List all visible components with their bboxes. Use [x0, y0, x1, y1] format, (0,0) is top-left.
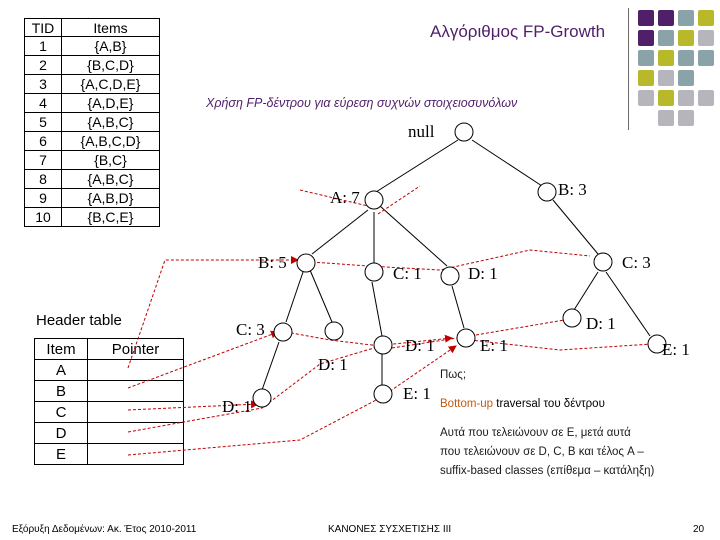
node-a7 [365, 191, 383, 209]
column-header: Pointer [88, 339, 184, 360]
column-header: TID [25, 19, 62, 37]
slide-title: Αλγόριθμος FP-Growth [430, 22, 606, 41]
items-cell: {A,B,C} [62, 170, 160, 189]
tid-cell: 6 [25, 132, 62, 151]
label-b3: B: 3 [558, 180, 587, 199]
label-e1-c: E: 1 [662, 340, 690, 359]
note-line-2: που τελειώνουν σε D, C, B και τέλος A – [440, 446, 644, 458]
edge-c3-d [262, 342, 279, 390]
footer-page-number: 20 [693, 524, 705, 535]
node-d1-b [325, 322, 343, 340]
items-cell: {A,B,D} [62, 189, 160, 208]
tid-cell: 5 [25, 113, 62, 132]
label-e1-a: E: 1 [480, 336, 508, 355]
label-root: null [408, 122, 435, 141]
node-c3 [274, 323, 292, 341]
note-bottom-up-accent: Bottom-up [440, 398, 494, 410]
edge-root-b [472, 140, 542, 186]
label-d1-a: D: 1 [468, 264, 498, 283]
note-bottom-up-rest: traversal του δέντρου [493, 398, 605, 410]
node-e1-a [457, 329, 475, 347]
items-cell: {A,B,C,D} [62, 132, 160, 151]
tid-cell: 9 [25, 189, 62, 208]
edge-d-e [452, 286, 464, 328]
note-bottom-up [440, 398, 605, 410]
note-how: Πως; [440, 369, 467, 381]
edge-a-d [380, 206, 447, 266]
label-d1-b: D: 1 [318, 355, 348, 374]
edge-a-b [312, 210, 368, 254]
label-d1-e: D: 1 [222, 397, 252, 416]
edge-b3-c3 [553, 200, 598, 254]
header-pointers [128, 250, 652, 455]
items-cell: {A,C,D,E} [62, 75, 160, 94]
items-cell: {A,B,C} [62, 113, 160, 132]
label-a7: A: 7 [330, 188, 360, 207]
item-cell: D [35, 423, 88, 444]
node-e1-b [374, 385, 392, 403]
label-d1-c: D: 1 [405, 336, 435, 355]
tid-cell: 4 [25, 94, 62, 113]
items-cell: {A,B} [62, 37, 160, 56]
edge-c-d [372, 282, 382, 336]
note-line-1: Αυτά που τελειώνουν σε E, μετά αυτά [440, 427, 631, 439]
node-c1 [365, 263, 383, 281]
edge-b-d [310, 270, 332, 322]
tid-cell: 8 [25, 170, 62, 189]
label-e1-b: E: 1 [403, 384, 431, 403]
header-to-tree-links [300, 186, 420, 214]
edge-root-a [376, 140, 458, 192]
item-cell: E [35, 444, 88, 465]
node-b5 [297, 254, 315, 272]
pointer-b [128, 332, 278, 388]
note-line-3: suffix-based classes (επίθεμα – κατάληξη) [440, 465, 655, 477]
node-d1-e [253, 389, 271, 407]
slide-subtitle: Χρήση FP-δέντρου για εύρεση συχνών στοιχειοσυνόλων [206, 96, 518, 110]
tid-cell: 7 [25, 151, 62, 170]
node-root [455, 123, 473, 141]
tid-cell: 2 [25, 56, 62, 75]
item-cell: B [35, 381, 88, 402]
items-cell: {A,D,E} [62, 94, 160, 113]
label-c1: C: 1 [393, 264, 422, 283]
tid-cell: 3 [25, 75, 62, 94]
footer-topic: ΚΑΝΟΝΕΣ ΣΥΣΧΕΤΙΣΗΣ ΙΙΙ [328, 524, 452, 535]
header-table-caption: Header table [36, 312, 122, 329]
tid-cell: 10 [25, 208, 62, 227]
node-d1-a [441, 267, 459, 285]
items-cell: {B,C,E} [62, 208, 160, 227]
column-header: Item [35, 339, 88, 360]
node-c3-right [594, 253, 612, 271]
label-b5: B: 5 [258, 253, 287, 272]
node-d1-c [374, 336, 392, 354]
tid-cell: 1 [25, 37, 62, 56]
footer-course: Εξόρυξη Δεδομένων: Ακ. Έτος 2010-2011 [12, 524, 197, 535]
node-d1-d [563, 309, 581, 327]
items-cell: {B,C,D} [62, 56, 160, 75]
label-c3: C: 3 [236, 320, 265, 339]
item-cell: A [35, 360, 88, 381]
item-cell: C [35, 402, 88, 423]
node-b3 [538, 183, 556, 201]
items-cell: {B,C} [62, 151, 160, 170]
tree-nodes [253, 123, 666, 407]
column-header: Items [62, 19, 160, 37]
tree-edges [262, 140, 650, 390]
pointer-a [128, 260, 298, 368]
edge-c3-d1 [574, 272, 598, 310]
link-a [378, 186, 420, 214]
label-d1-d: D: 1 [586, 314, 616, 333]
label-c3-right: C: 3 [622, 253, 651, 272]
edge-b-c [286, 272, 303, 322]
